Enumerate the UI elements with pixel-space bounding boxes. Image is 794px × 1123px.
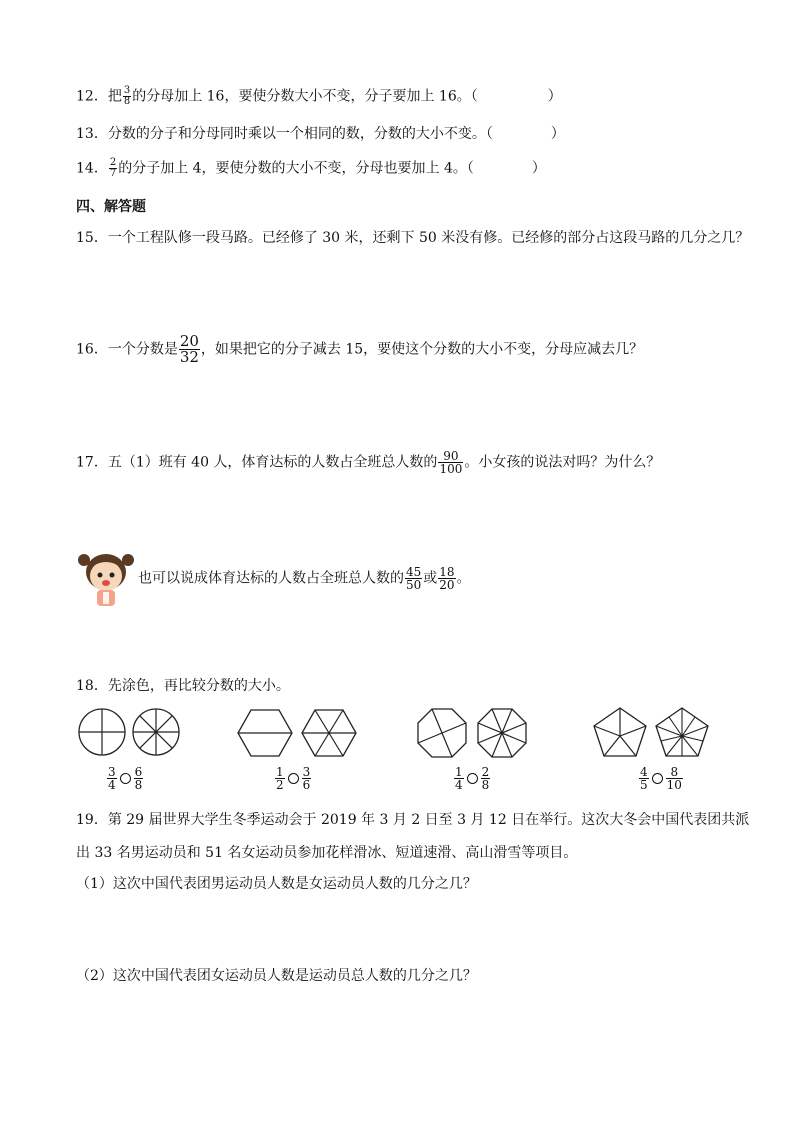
circle-eighths-shape [131,707,181,757]
fraction: $\frac{3}{4}$ [108,765,116,792]
compare-circle[interactable] [120,773,131,784]
question-16: 16．一个分数是 $\frac{20}{32}$ ，如果把它的分子减去 15，要使这个分数的大小不变，分母应减去几？ [76,332,644,366]
question-12 [76,86,562,107]
hexagon-halves-shape [236,708,294,758]
fraction: $\frac{18}{20}$ [439,565,455,592]
question-text: 的分母加上 16，要使分数大小不变，分子要加上 16。（ [132,88,478,105]
compare-item-3 [453,766,491,791]
question-14 [76,158,546,179]
pentagon-tenths-shape [654,706,710,758]
compare-circle[interactable] [288,773,299,784]
fraction: $\frac{3}{6}$ [302,765,311,792]
answer-paren-close: ） [547,88,562,105]
section-heading: 四、解答题 [76,199,146,215]
fraction: $\frac{8}{10}$ [666,765,682,792]
fraction: $\frac{1}{2}$ [276,765,284,792]
octagon-quarters-shape [416,707,468,759]
fraction: $\frac{45}{50}$ [406,565,422,592]
fraction: $\frac{20}{32}$ [179,332,199,366]
compare-circle[interactable] [652,773,663,784]
answer-paren-close: ） [531,160,546,177]
question-number: 12．把 [76,88,122,105]
question-18: 18．先涂色，再比较分数的大小。 [76,678,290,694]
question-15: 15．一个工程队修一段马路。已经修了 30 米，还剩下 50 米没有修。已经修的部分占这段马路的几分之几？ [76,230,750,246]
hexagon-sixths-shape [300,708,358,758]
girl-illustration [76,548,136,608]
circle-quarters-shape [77,707,127,757]
question-text: 的分子加上 4，要使分数的大小不变，分母也要加上 4。（ [118,160,474,177]
compare-circle[interactable] [467,773,478,784]
answer-paren-close: ） [550,126,565,142]
question-19-sub1: （1）这次中国代表团男运动员人数是女运动员人数的几分之几？ [76,876,477,892]
fraction: $\frac{2}{8}$ [481,765,490,792]
compare-item-2 [274,766,312,791]
octagon-eighths-shape [476,707,528,759]
fraction: $\frac{3}{8}$ [123,85,131,107]
fraction: $\frac{4}{5}$ [640,765,648,792]
compare-item-4 [638,766,684,791]
fraction: $\frac{1}{4}$ [455,765,463,792]
question-text: 13．分数的分子和分母同时乘以一个相同的数，分数的大小不变。（ [76,126,493,142]
pentagon-fifths-shape [592,706,648,758]
question-17: 17．五（1）班有 40 人，体育达标的人数占全班总人数的 $\frac{90}{100}$ 。小女孩的说法对吗？为什么？ [76,449,661,476]
fraction: $\frac{90}{100}$ [439,449,463,476]
question-13 [76,124,565,144]
fraction: $\frac{2}{7}$ [109,157,117,179]
question-19-line1: 19．第 29 届世界大学生冬季运动会于 2019 年 3 月 2 日至 3 月 12 日在举行。这次大冬会中国代表团共派 [76,812,750,828]
question-19-line2: 出 33 名男运动员和 51 名女运动员参加花样滑冰、短道速滑、高山滑雪等项目。 [76,845,578,861]
question-number: 14． [76,160,108,177]
compare-item-1 [106,766,144,791]
girl-speech: 也可以说成体育达标的人数占全班总人数的 $\frac{45}{50}$ 或 $\frac{18}{20}$ 。 [138,565,471,592]
question-19-sub2: （2）这次中国代表团女运动员人数是运动员总人数的几分之几？ [76,968,477,984]
fraction: $\frac{6}{8}$ [134,765,143,792]
